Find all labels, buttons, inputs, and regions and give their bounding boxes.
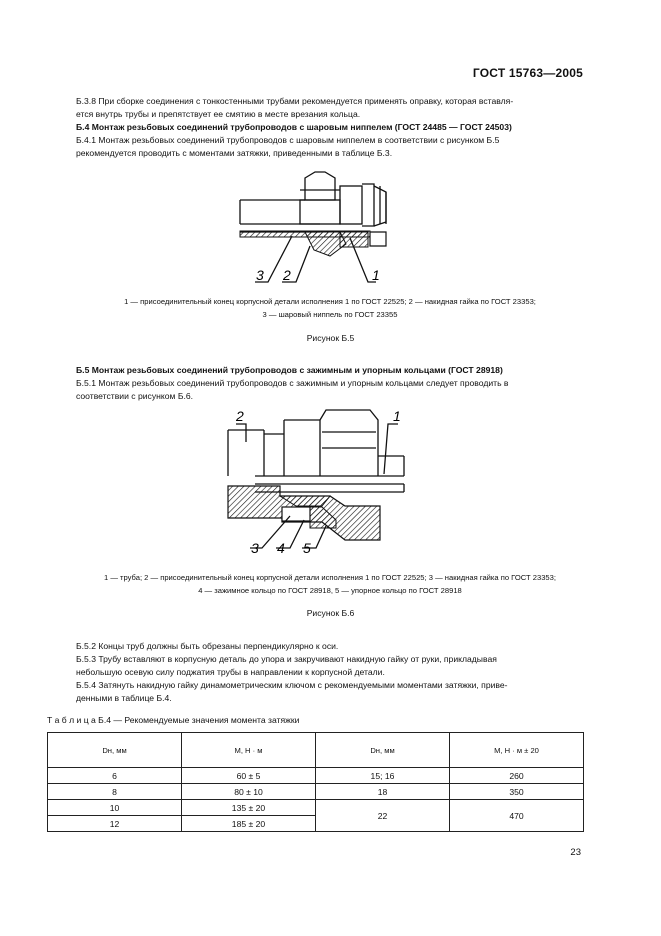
- table-header-row: [48, 733, 584, 768]
- para-b52: Б.5.2 Концы труб должны быть обрезаны перпендикулярно к оси.: [76, 641, 339, 651]
- para-b41-line2: рекомендуется проводить с моментами затяжки, приведенными в таблице Б.3.: [76, 148, 393, 158]
- standard-number: ГОСТ 15763—2005: [472, 66, 583, 80]
- section-b52-b54: [76, 640, 584, 705]
- figure-b6-title: Рисунок Б.6: [306, 608, 355, 618]
- table-cell: 22: [316, 800, 450, 832]
- table-header-dn-2: Dн, мм: [316, 733, 450, 768]
- table-cell: 18: [316, 784, 450, 800]
- heading-b4: Б.4 Монтаж резьбовых соединений трубопроводов с шаровым ниппелем (ГОСТ 24485 — ГОСТ 24503): [76, 122, 512, 132]
- fig5-label-2: 2: [283, 267, 291, 283]
- fig6-caption-line2: 4 — зажимное кольцо по ГОСТ 28918, 5 — упорное кольцо по ГОСТ 28918: [198, 585, 462, 595]
- para-b41-line1: Б.4.1 Монтаж резьбовых соединений трубопроводов с шаровым ниппелем в соответствии с рисунком Б.5: [76, 135, 500, 145]
- para-b51-line1: Б.5.1 Монтаж резьбовых соединений трубопроводов с зажимным и упорным кольцами следует проводить в: [76, 378, 509, 388]
- table-cell: 135 ± 20: [182, 800, 316, 816]
- para-b53-line2: небольшую осевую силу поджатия трубы в направлении к корпусной детали.: [76, 667, 385, 677]
- torque-table: [47, 732, 584, 832]
- para-b53-line1: Б.5.3 Трубу вставляют в корпусную деталь до упора и закручивают накидную гайку от руки, прикладывая: [76, 654, 497, 664]
- fig5-label-3: 3: [256, 267, 264, 283]
- page-number: 23: [570, 847, 581, 858]
- fig5-label-1: 1: [372, 267, 380, 283]
- para-b54-line1: Б.5.4 Затянуть накидную гайку динамометрическим ключом с рекомендуемыми моментами затяжки, приве-: [76, 680, 508, 690]
- figure-b6-caption: [30, 572, 630, 597]
- table-cell: 60 ± 5: [182, 768, 316, 784]
- table-cell: 185 ± 20: [182, 816, 316, 832]
- table-cell: 15; 16: [316, 768, 450, 784]
- table-cell: 8: [48, 784, 182, 800]
- table-row: [48, 800, 584, 816]
- table-cell: 470: [450, 800, 584, 832]
- figure-b5-title: Рисунок Б.5: [306, 333, 355, 343]
- table-header-m-2: М, Н · м ± 20: [450, 733, 584, 768]
- table-cell: 350: [450, 784, 584, 800]
- table-header-m-1: М, Н · м: [182, 733, 316, 768]
- fig5-caption-line1: 1 — присоединительный конец корпусной детали исполнения 1 по ГОСТ 22525; 2 — накидная гайка по ГОСТ 23353;: [124, 297, 536, 306]
- table-cell: 10: [48, 800, 182, 816]
- table-row: [48, 768, 584, 784]
- para-b51-line2: соответствии с рисунком Б.6.: [76, 391, 194, 401]
- table-header-dn-1: Dн, мм: [48, 733, 182, 768]
- table-cell: 80 ± 10: [182, 784, 316, 800]
- table-cell: 6: [48, 768, 182, 784]
- fig6-label-5: 5: [303, 540, 311, 556]
- table-cell: 12: [48, 816, 182, 832]
- fig6-label-3: 3: [251, 540, 259, 556]
- heading-b5: Б.5 Монтаж резьбовых соединений трубопроводов с зажимным и упорным кольцами (ГОСТ 28918): [76, 365, 503, 375]
- table-title: Т а б л и ц а Б.4 — Рекомендуемые значения момента затяжки: [47, 715, 300, 725]
- fig5-caption-line2: 3 — шаровый ниппель по ГОСТ 23355: [262, 309, 398, 319]
- para-b38-line1: Б.3.8 При сборке соединения с тонкостенными трубами рекомендуется применять оправку, которая вставля-: [76, 96, 514, 106]
- fig6-label-1: 1: [393, 408, 401, 424]
- table-row: [48, 784, 584, 800]
- fig6-label-4: 4: [277, 540, 285, 556]
- fig6-caption-line1: 1 — труба; 2 — присоединительный конец корпусной детали исполнения 1 по ГОСТ 22525; 3 — накидная гайка по ГОСТ 23353;: [104, 573, 556, 582]
- para-b54-line2: денными в таблице Б.4.: [76, 693, 172, 703]
- fig6-label-2: 2: [236, 408, 244, 424]
- table-cell: 260: [450, 768, 584, 784]
- para-b38-line2: ется внутрь трубы и препятствует ее смятию в месте врезания кольца.: [76, 109, 361, 119]
